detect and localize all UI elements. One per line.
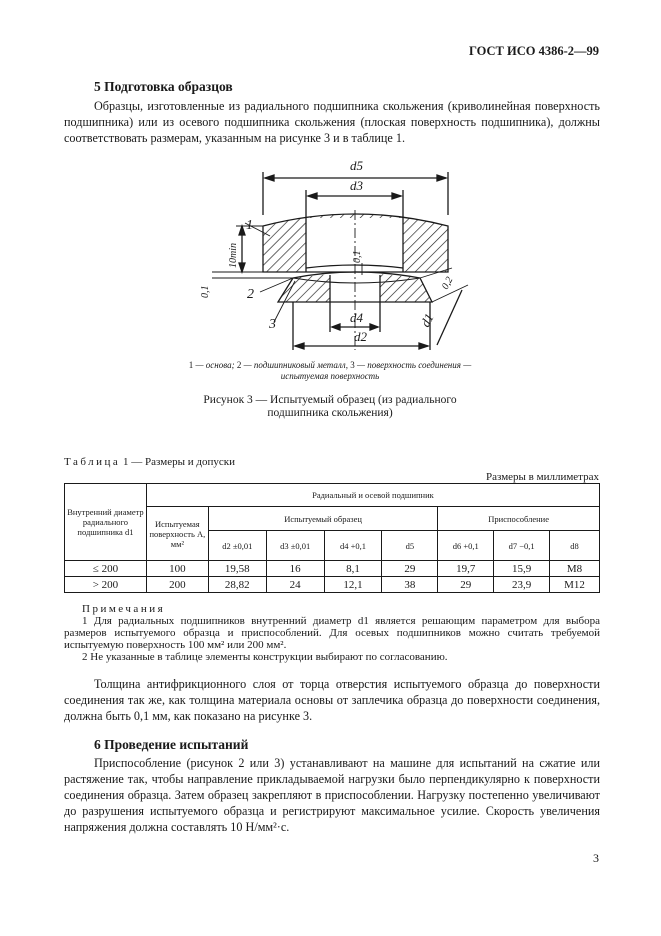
legend-num-2: 2 — [236, 360, 242, 370]
column-header: d2 ±0,01 — [208, 531, 266, 561]
table-row — [65, 561, 600, 577]
table-cell: 16 — [266, 561, 324, 577]
label-d5: d5 — [350, 158, 363, 173]
table-cell: 8,1 — [324, 561, 382, 577]
section-5-paragraph: Образцы, изготовленные из радиального подшипника скольжения (криволинейная поверхность подшипника) или из осевого подшипника скольжения (плоская поверхность подшипника), должны соответствовать размерам, указанным на рисунке 3 и в таблице 1. — [64, 99, 600, 145]
table-title — [64, 456, 235, 468]
table-cell: 12,1 — [324, 577, 382, 593]
legend-num-1: 1 — [188, 360, 194, 370]
antifriction-paragraph: Толщина антифрикционного слоя от торца отверстия испытуемого образца до поверхности соединения так же, как толщина материала основы от заплечика образца до поверхности соединения, должна быть 0,1 мм, как показано на рисунке 3. — [64, 677, 600, 723]
specimen-drawing — [190, 150, 480, 355]
column-header: d6 +0,1 — [438, 531, 494, 561]
label-d3: d3 — [350, 178, 363, 193]
table-units: Размеры в миллиметрах — [486, 471, 599, 483]
standard-header: ГОСТ ИСО 4386-2—99 — [468, 44, 599, 58]
page-number: 3 — [593, 851, 599, 865]
header-surface: Испытуемая поверхность A, мм² — [146, 507, 208, 561]
label-d1: d1 — [417, 310, 437, 330]
legend-text-2: — подшипниковый металл, — [241, 360, 351, 370]
legend-num-3: 3 — [350, 360, 355, 370]
column-header: d5 — [382, 531, 438, 561]
note-2: 2 Не указанные в таблице элементы конструкции выбирают по согласованию. — [82, 651, 448, 663]
figure-caption — [180, 394, 480, 420]
figure-caption-line-1: Рисунок 3 — Испытуемый образец (из радиального — [203, 394, 457, 406]
table-cell: 29 — [438, 577, 494, 593]
dimensions-table — [64, 483, 600, 593]
table-cell: M8 — [550, 561, 600, 577]
table-cell: 23,9 — [494, 577, 550, 593]
column-header: d8 — [550, 531, 600, 561]
label-0-1-left: 0,1 — [200, 285, 211, 298]
table-cell: 29 — [382, 561, 438, 577]
table-title-prefix: Таблица — [64, 456, 121, 468]
legend-text-1: — основа; — [193, 360, 237, 370]
section-6-heading: 6 Проведение испытаний — [94, 737, 249, 752]
label-0-2: 0,2 — [439, 275, 456, 292]
section-5-heading: 5 Подготовка образцов — [94, 79, 233, 94]
figure-caption-line-2: подшипника скольжения) — [267, 407, 393, 419]
table-title-rest: 1 — Размеры и допуски — [120, 456, 235, 468]
table-cell: > 200 — [65, 577, 147, 593]
table-cell: 38 — [382, 577, 438, 593]
callout-2: 2 — [247, 287, 254, 302]
label-10min: 10min — [228, 243, 239, 268]
header-fixture: Приспособление — [438, 507, 600, 531]
label-d4: d4 — [350, 310, 363, 325]
table-cell: 15,9 — [494, 561, 550, 577]
table-cell: 28,82 — [208, 577, 266, 593]
legend-text-3: — поверхность соединения — испытуемая поверхность — [280, 360, 472, 381]
table-row — [65, 577, 600, 593]
callout-1: 1 — [246, 218, 253, 233]
table-cell: 24 — [266, 577, 324, 593]
table-notes — [64, 603, 600, 663]
header-group: Радиальный и осевой подшипник — [146, 484, 599, 507]
header-specimen: Испытуемый образец — [208, 507, 437, 531]
table-cell: 200 — [146, 577, 208, 593]
table-cell: ≤ 200 — [65, 561, 147, 577]
table-cell: 19,7 — [438, 561, 494, 577]
section-6-paragraph: Приспособление (рисунок 2 или 3) устанавливают на машине для испытаний на сжатие или растяжение так, чтобы направление прикладываемой нагрузки было перпендикулярно к поверхности соединения образца. Затем образец закрепляют в приспособлении. Нагрузку постепенно увеличивают до разрушения испытуемого образца и регистрируют максимальное усилие. Скорость увеличения напряжения должна составлять 10 Н/мм²·с. — [64, 756, 600, 834]
column-header: d4 +0,1 — [324, 531, 382, 561]
header-inner-diameter: Внутренний диаметр радиального подшипника d1 — [65, 484, 147, 561]
label-0-1-centre: 0,1 — [352, 250, 363, 263]
callout-3: 3 — [269, 317, 276, 332]
table-cell: 19,58 — [208, 561, 266, 577]
note-1: 1 Для радиальных подшипников внутренний диаметр d1 является решающим параметром для выбора размеров испытуемого образца и приспособлений. Для осевых подшипников можно считать требуемой испытуемую поверхность 100 мм² или 200 мм². — [64, 615, 600, 651]
label-d2: d2 — [354, 329, 367, 344]
notes-title: Примечания — [82, 603, 166, 615]
column-header: d7 −0,1 — [494, 531, 550, 561]
table-cell: M12 — [550, 577, 600, 593]
column-header: d3 ±0,01 — [266, 531, 324, 561]
table-cell: 100 — [146, 561, 208, 577]
figure-legend — [170, 360, 490, 382]
